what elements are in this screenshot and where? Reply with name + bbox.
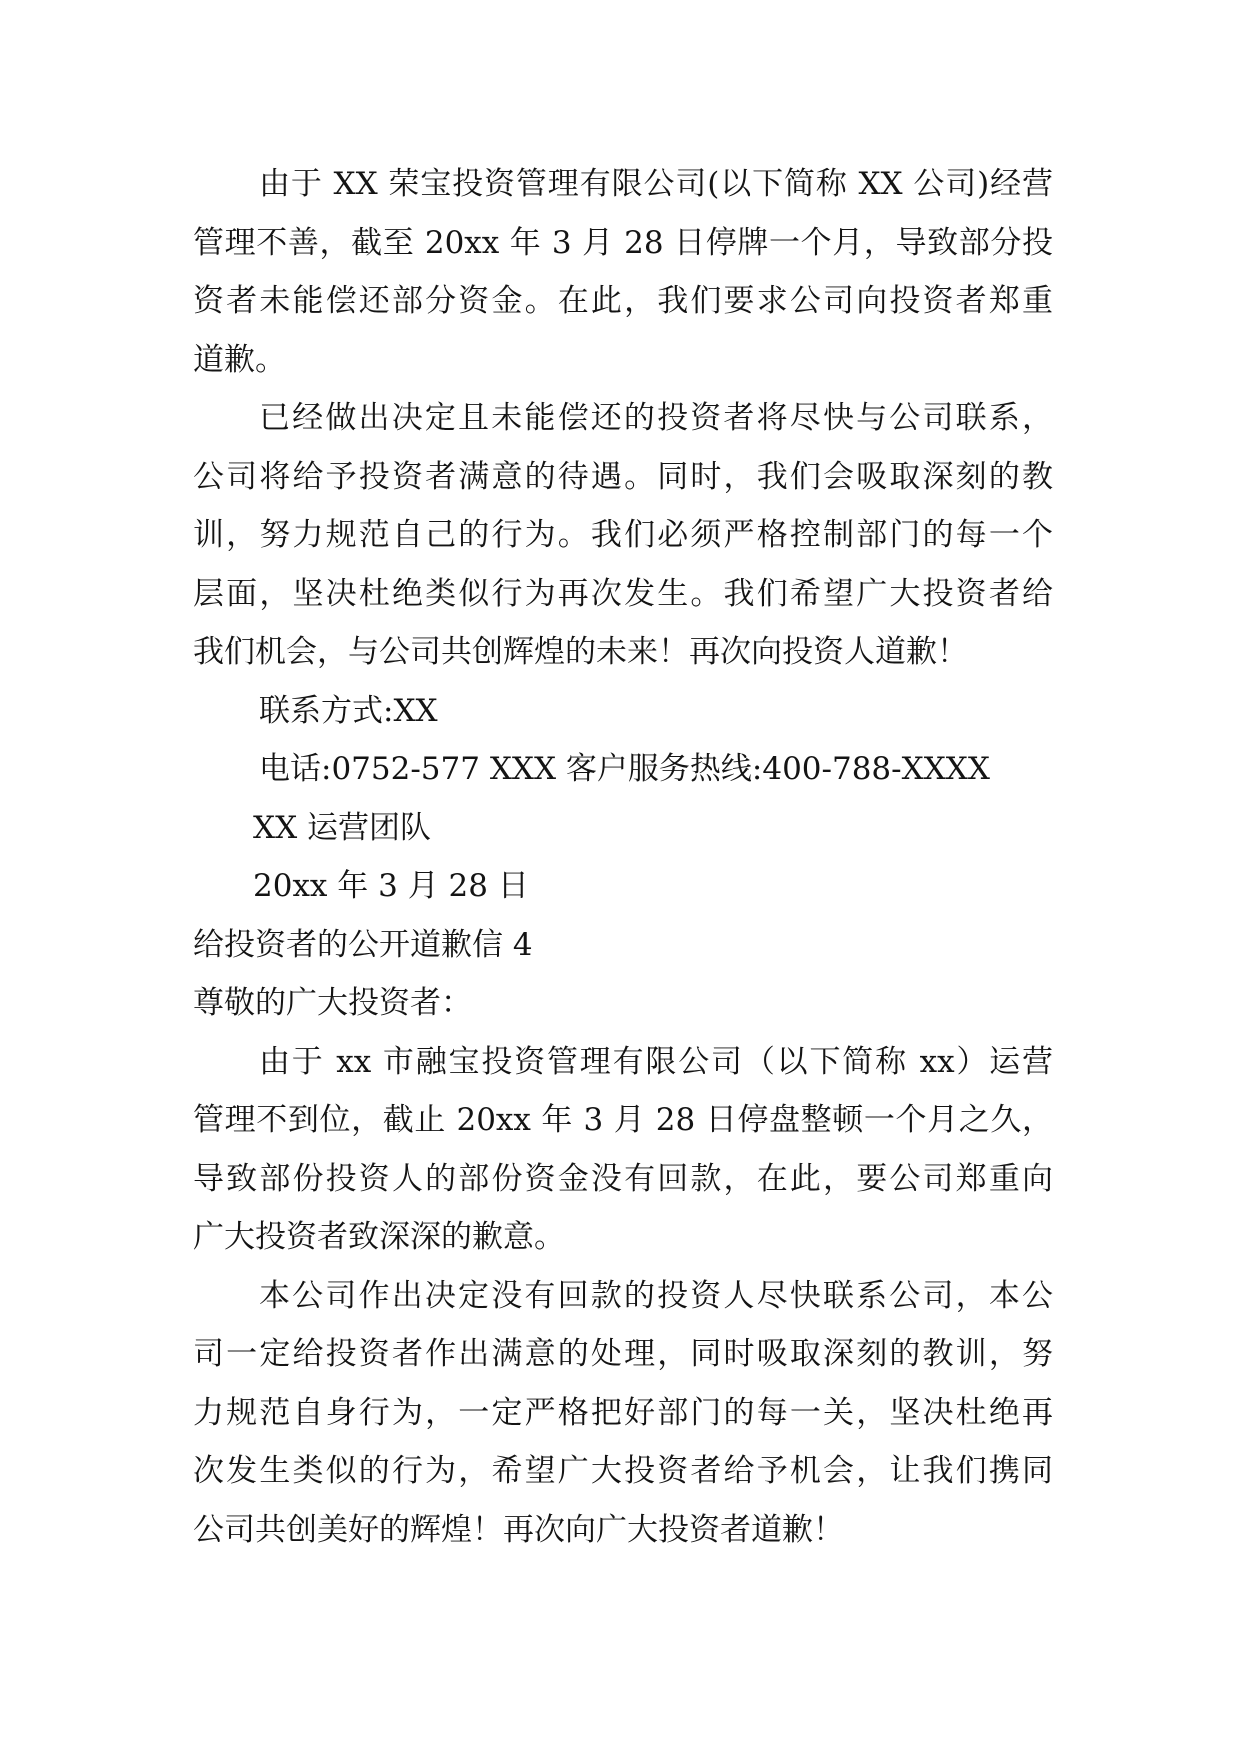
paragraph-line: 资者未能偿还部分资金。在此，我们要求公司向投资者郑重 (193, 283, 1053, 319)
document-body (193, 155, 1053, 1559)
paragraph-line: 公司将给予投资者满意的待遇。同时，我们会吸取深刻的教 (193, 458, 1053, 495)
contact-line: 联系方式:XX (259, 692, 438, 729)
paragraph-line: 我们机会，与公司共创辉煌的未来！再次向投资人道歉！ (193, 634, 968, 670)
paragraph-line: 层面，坚决杜绝类似行为再次发生。我们希望广大投资者给 (193, 575, 1053, 612)
paragraph-line: 司一定给投资者作出满意的处理，同时吸取深刻的教训，努 (193, 1336, 1053, 1372)
paragraph-line: 由于 XX 荣宝投资管理有限公司(以下简称 XX 公司)经营 (259, 166, 1053, 202)
paragraph-line: 广大投资者致深深的歉意。 (193, 1219, 565, 1255)
paragraph-line: 本公司作出决定没有回款的投资人尽快联系公司，本公 (259, 1277, 1053, 1314)
paragraph-line: 道歉。 (193, 341, 286, 378)
paragraph-line: 次发生类似的行为，希望广大投资者给予机会，让我们携同 (193, 1453, 1053, 1489)
paragraph-line: 由于 xx 市融宝投资管理有限公司（以下简称 xx）运营 (259, 1043, 1053, 1080)
paragraph-line: 导致部份投资人的部份资金没有回款，在此，要公司郑重向 (193, 1160, 1053, 1197)
paragraph-line: 公司共创美好的辉煌！再次向广大投资者道歉！ (193, 1511, 844, 1548)
date-line: 20xx 年 3 月 28 日 (253, 868, 529, 904)
paragraph-line: 管理不善，截至 20xx 年 3 月 28 日停牌一个月，导致部分投 (193, 224, 1053, 261)
paragraph-line: 已经做出决定且未能偿还的投资者将尽快与公司联系， (259, 400, 1053, 436)
paragraph-line: 训，努力规范自己的行为。我们必须严格控制部门的每一个 (193, 517, 1053, 553)
signature-line: XX 运营团队 (253, 809, 431, 846)
phone-line: 电话:0752-577 XXX 客户服务热线:400-788-XXXX (259, 751, 990, 787)
paragraph-line: 管理不到位，截止 20xx 年 3 月 28 日停盘整顿一个月之久， (193, 1102, 1053, 1138)
salutation: 尊敬的广大投资者： (193, 985, 472, 1021)
letter-title: 给投资者的公开道歉信 4 (193, 926, 533, 963)
paragraph-line: 力规范自身行为，一定严格把好部门的每一关，坚决杜绝再 (193, 1394, 1053, 1431)
